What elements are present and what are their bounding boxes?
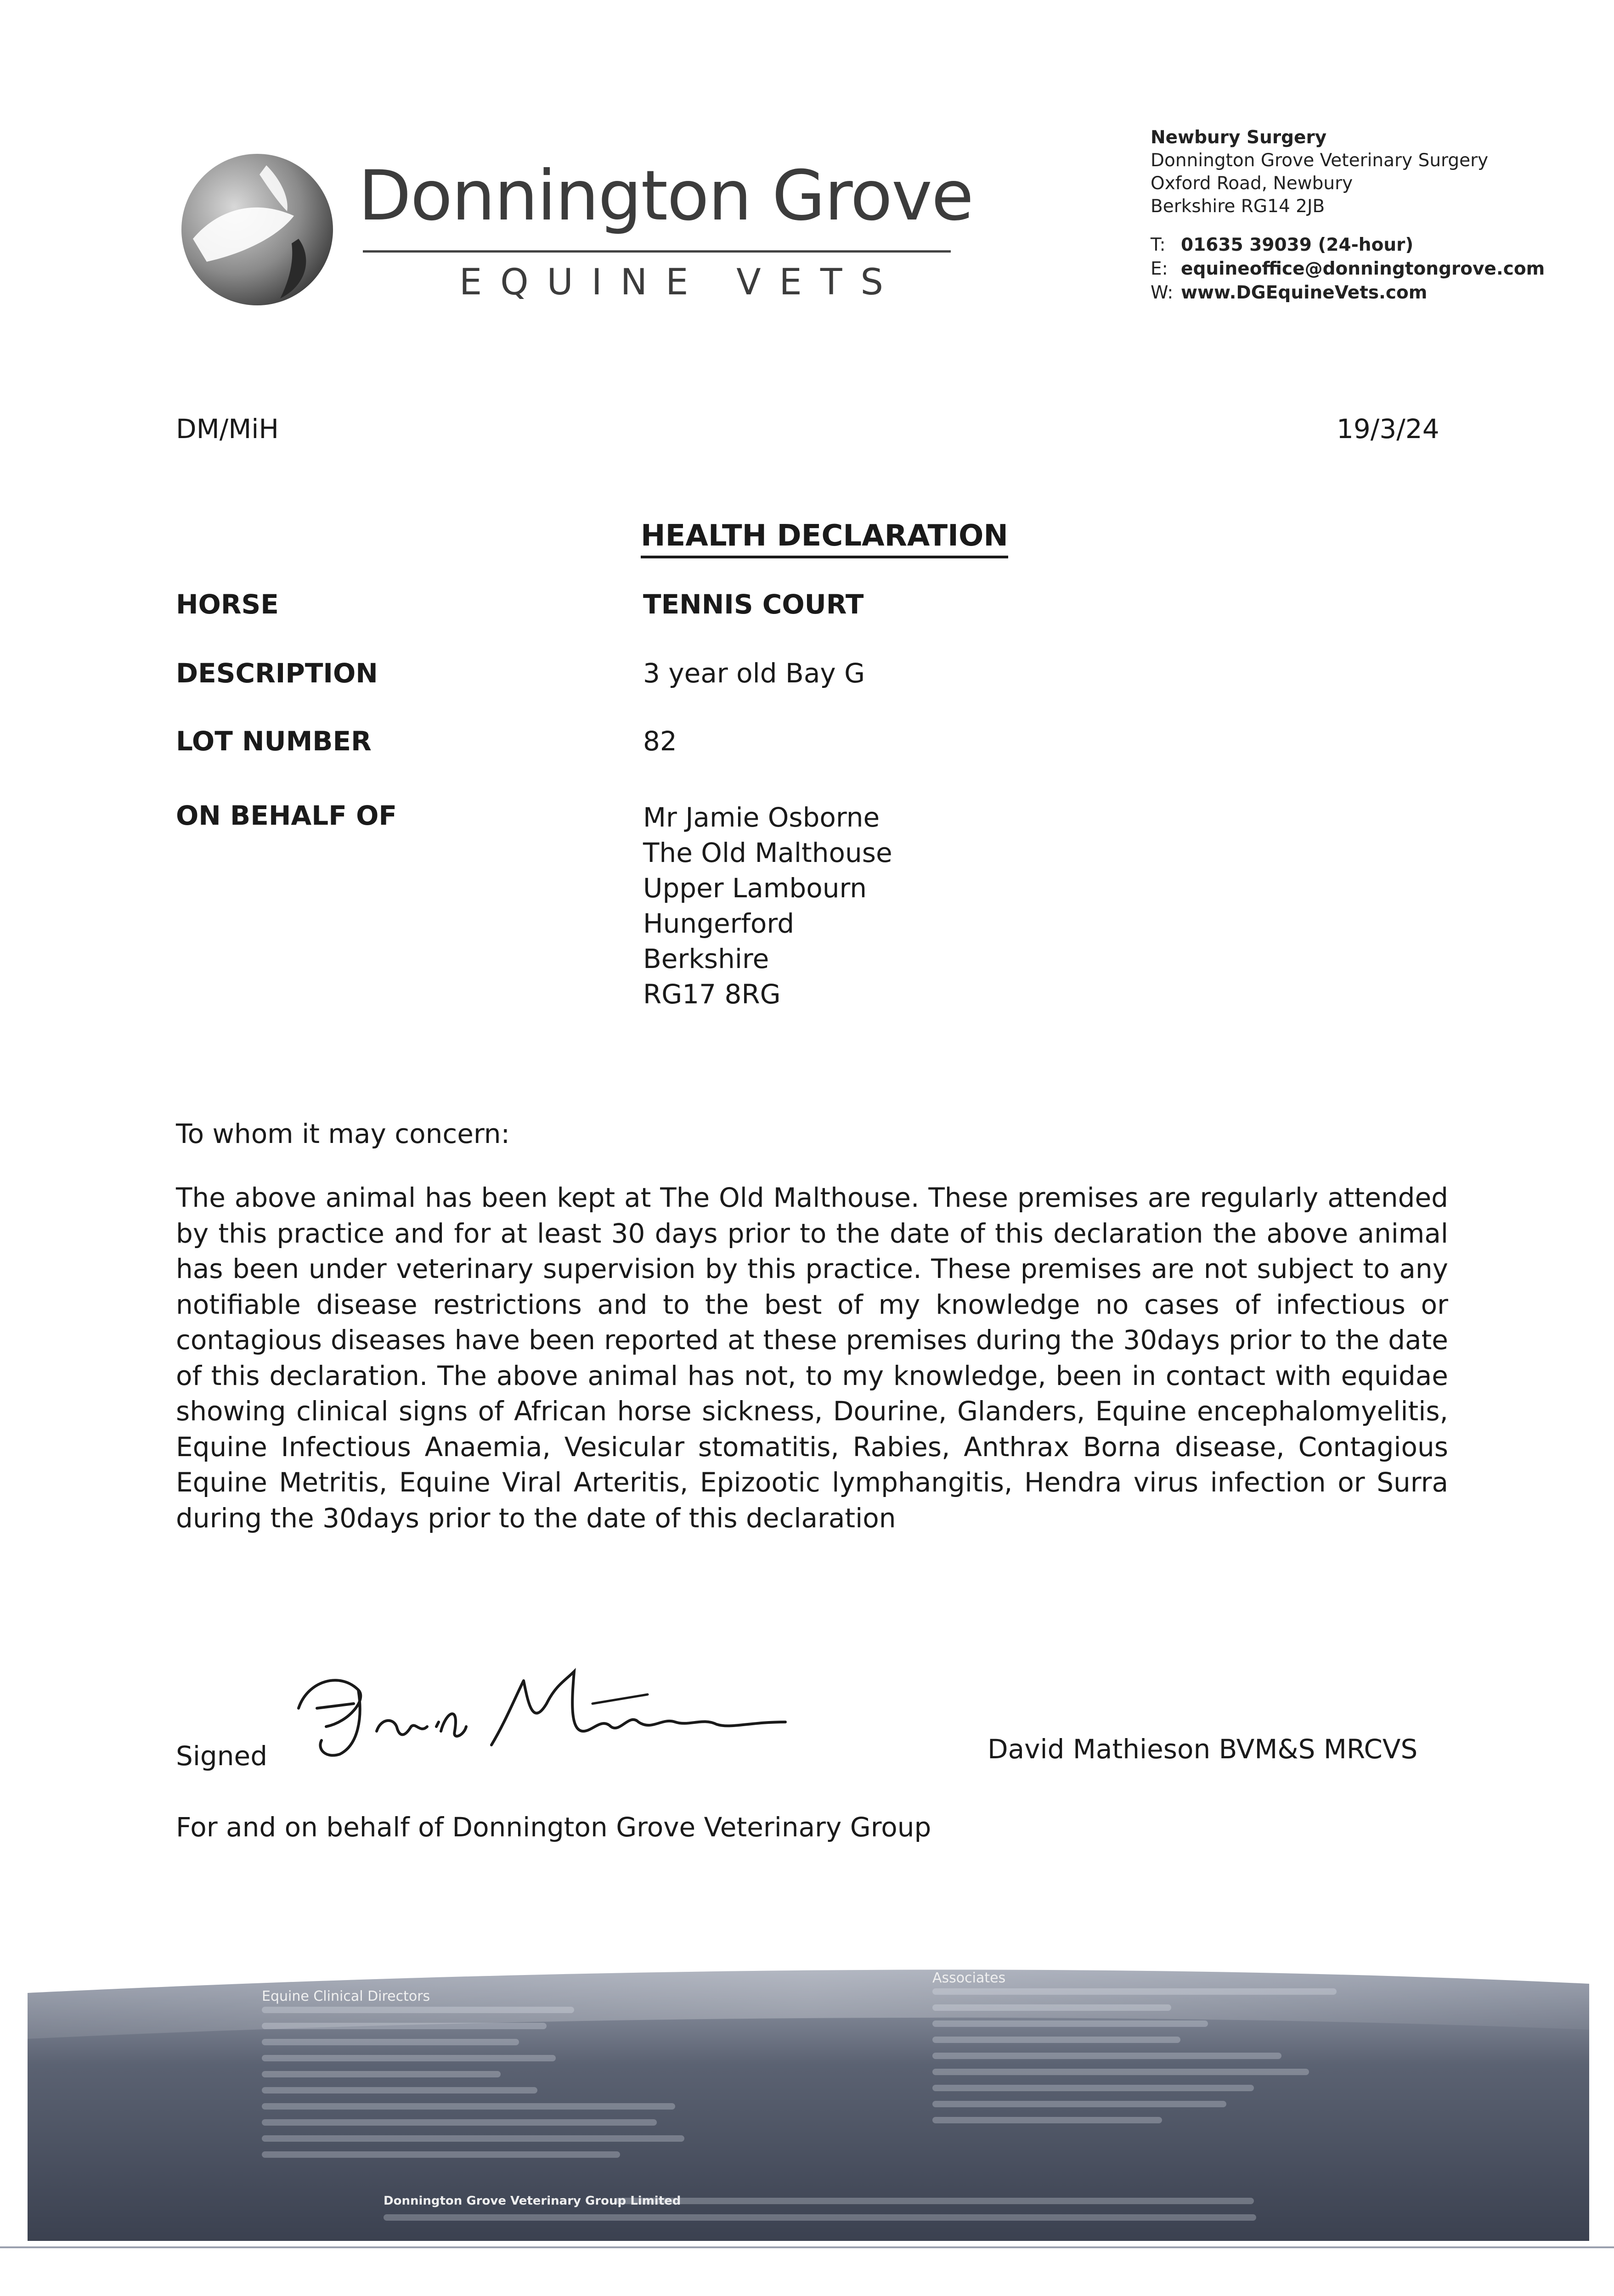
owner-line: Mr Jamie Osborne [643,802,880,833]
footer-text-line [932,2020,1208,2027]
logo-icon [175,147,340,312]
declaration-body: The above animal has been kept at The Old Malthouse. These premises are regularly attended by this practice and for at least 30 days prior to the date of this declaration the above animal has been under veterinary supervision by this practice. These premises are not subject to any notifiable disease restrictions and to the best of my knowledge no cases of infectious or contagious diseases have been reported at these premises during the 30days prior to the date of this declaration. The above animal has not, to my knowledge, been in contact with equidae showing clinical signs of African horse sickness, Dourine, Glanders, Equine encephalomyelitis, Equine Infectious Anaemia, Vesicular stomatitis, Rabies, Anthrax Borna disease, Contagious Equine Metritis, Equine Viral Arteritis, Epizootic lymphangitis, Hendra virus infection or Surra during the 30days prior to the date of this declaration [176,1182,1448,1534]
footer-directors-heading: Equine Clinical Directors [262,1988,430,2004]
footer-text-line [262,2151,620,2158]
lot-number-label: LOT NUMBER [176,726,372,757]
owner-address [643,800,892,1012]
footer-text-line [262,2087,537,2093]
brand-name: Donnington Grove [358,156,973,236]
footer-company-name: Donnington Grove Veterinary Group Limited [384,2194,681,2208]
footer-text-line [262,2135,684,2142]
owner-line: Upper Lambourn [643,872,867,904]
email-address: equineoffice@donningtongrove.com [1181,259,1545,279]
website: www.DGEquineVets.com [1181,282,1428,303]
web-label: W: [1151,282,1174,303]
brand-divider [363,250,951,253]
phone-label: T: [1151,235,1166,255]
footer-text-line [932,1988,1337,1995]
footer-text-line [932,2069,1309,2075]
contact-details [1151,233,1545,305]
footer-text-line [932,2053,1281,2059]
footer-text-line [262,2007,574,2013]
date: 19/3/24 [1337,413,1439,445]
footer-text-line [262,2055,556,2061]
footer-text-line [932,2101,1226,2107]
description-value: 3 year old Bay G [643,658,865,689]
signature-image [289,1653,877,1763]
salutation: To whom it may concern: [176,1118,510,1149]
footer-text-line [932,2037,1180,2043]
owner-line: Berkshire [643,943,769,974]
footer-band [0,1947,1614,2250]
footer-associates-heading: Associates [932,1970,1006,1986]
footer-text-line [262,2039,519,2045]
surgery-line: Oxford Road, Newbury [1151,173,1353,194]
footer-text-line [262,2103,675,2110]
footer-text-line [932,2004,1171,2011]
owner-line: Hungerford [643,908,795,939]
surgery-line: Donnington Grove Veterinary Surgery [1151,150,1489,171]
footer-text-line [262,2023,547,2029]
surgery-name: Newbury Surgery [1151,127,1327,148]
owner-line: The Old Malthouse [643,837,892,868]
owner-line: RG17 8RG [643,979,781,1010]
reference: DM/MiH [176,413,279,445]
signed-label: Signed [176,1740,268,1772]
lot-number-value: 82 [643,726,677,757]
footer-text-line [262,2119,657,2126]
footer-text-line [615,2198,1254,2204]
on-behalf-line: For and on behalf of Donnington Grove Veterinary Group [176,1812,931,1843]
footer-text-line [384,2214,1256,2221]
email-label: E: [1151,259,1168,279]
surgery-line: Berkshire RG14 2JB [1151,196,1325,217]
surgery-address [1151,126,1488,218]
horse-value: TENNIS COURT [643,589,864,620]
phone-number: 01635 39039 (24-hour) [1181,235,1414,255]
description-label: DESCRIPTION [176,658,378,689]
on-behalf-of-label: ON BEHALF OF [176,800,397,831]
footer-text-line [932,2085,1254,2091]
signatory-name: David Mathieson BVM&S MRCVS [988,1733,1418,1765]
brand-subtitle: EQUINE VETS [459,262,902,303]
page-title: HEALTH DECLARATION [641,519,1008,558]
footer-text-line [262,2071,501,2077]
horse-label: HORSE [176,589,279,620]
footer-text-line [932,2117,1162,2123]
